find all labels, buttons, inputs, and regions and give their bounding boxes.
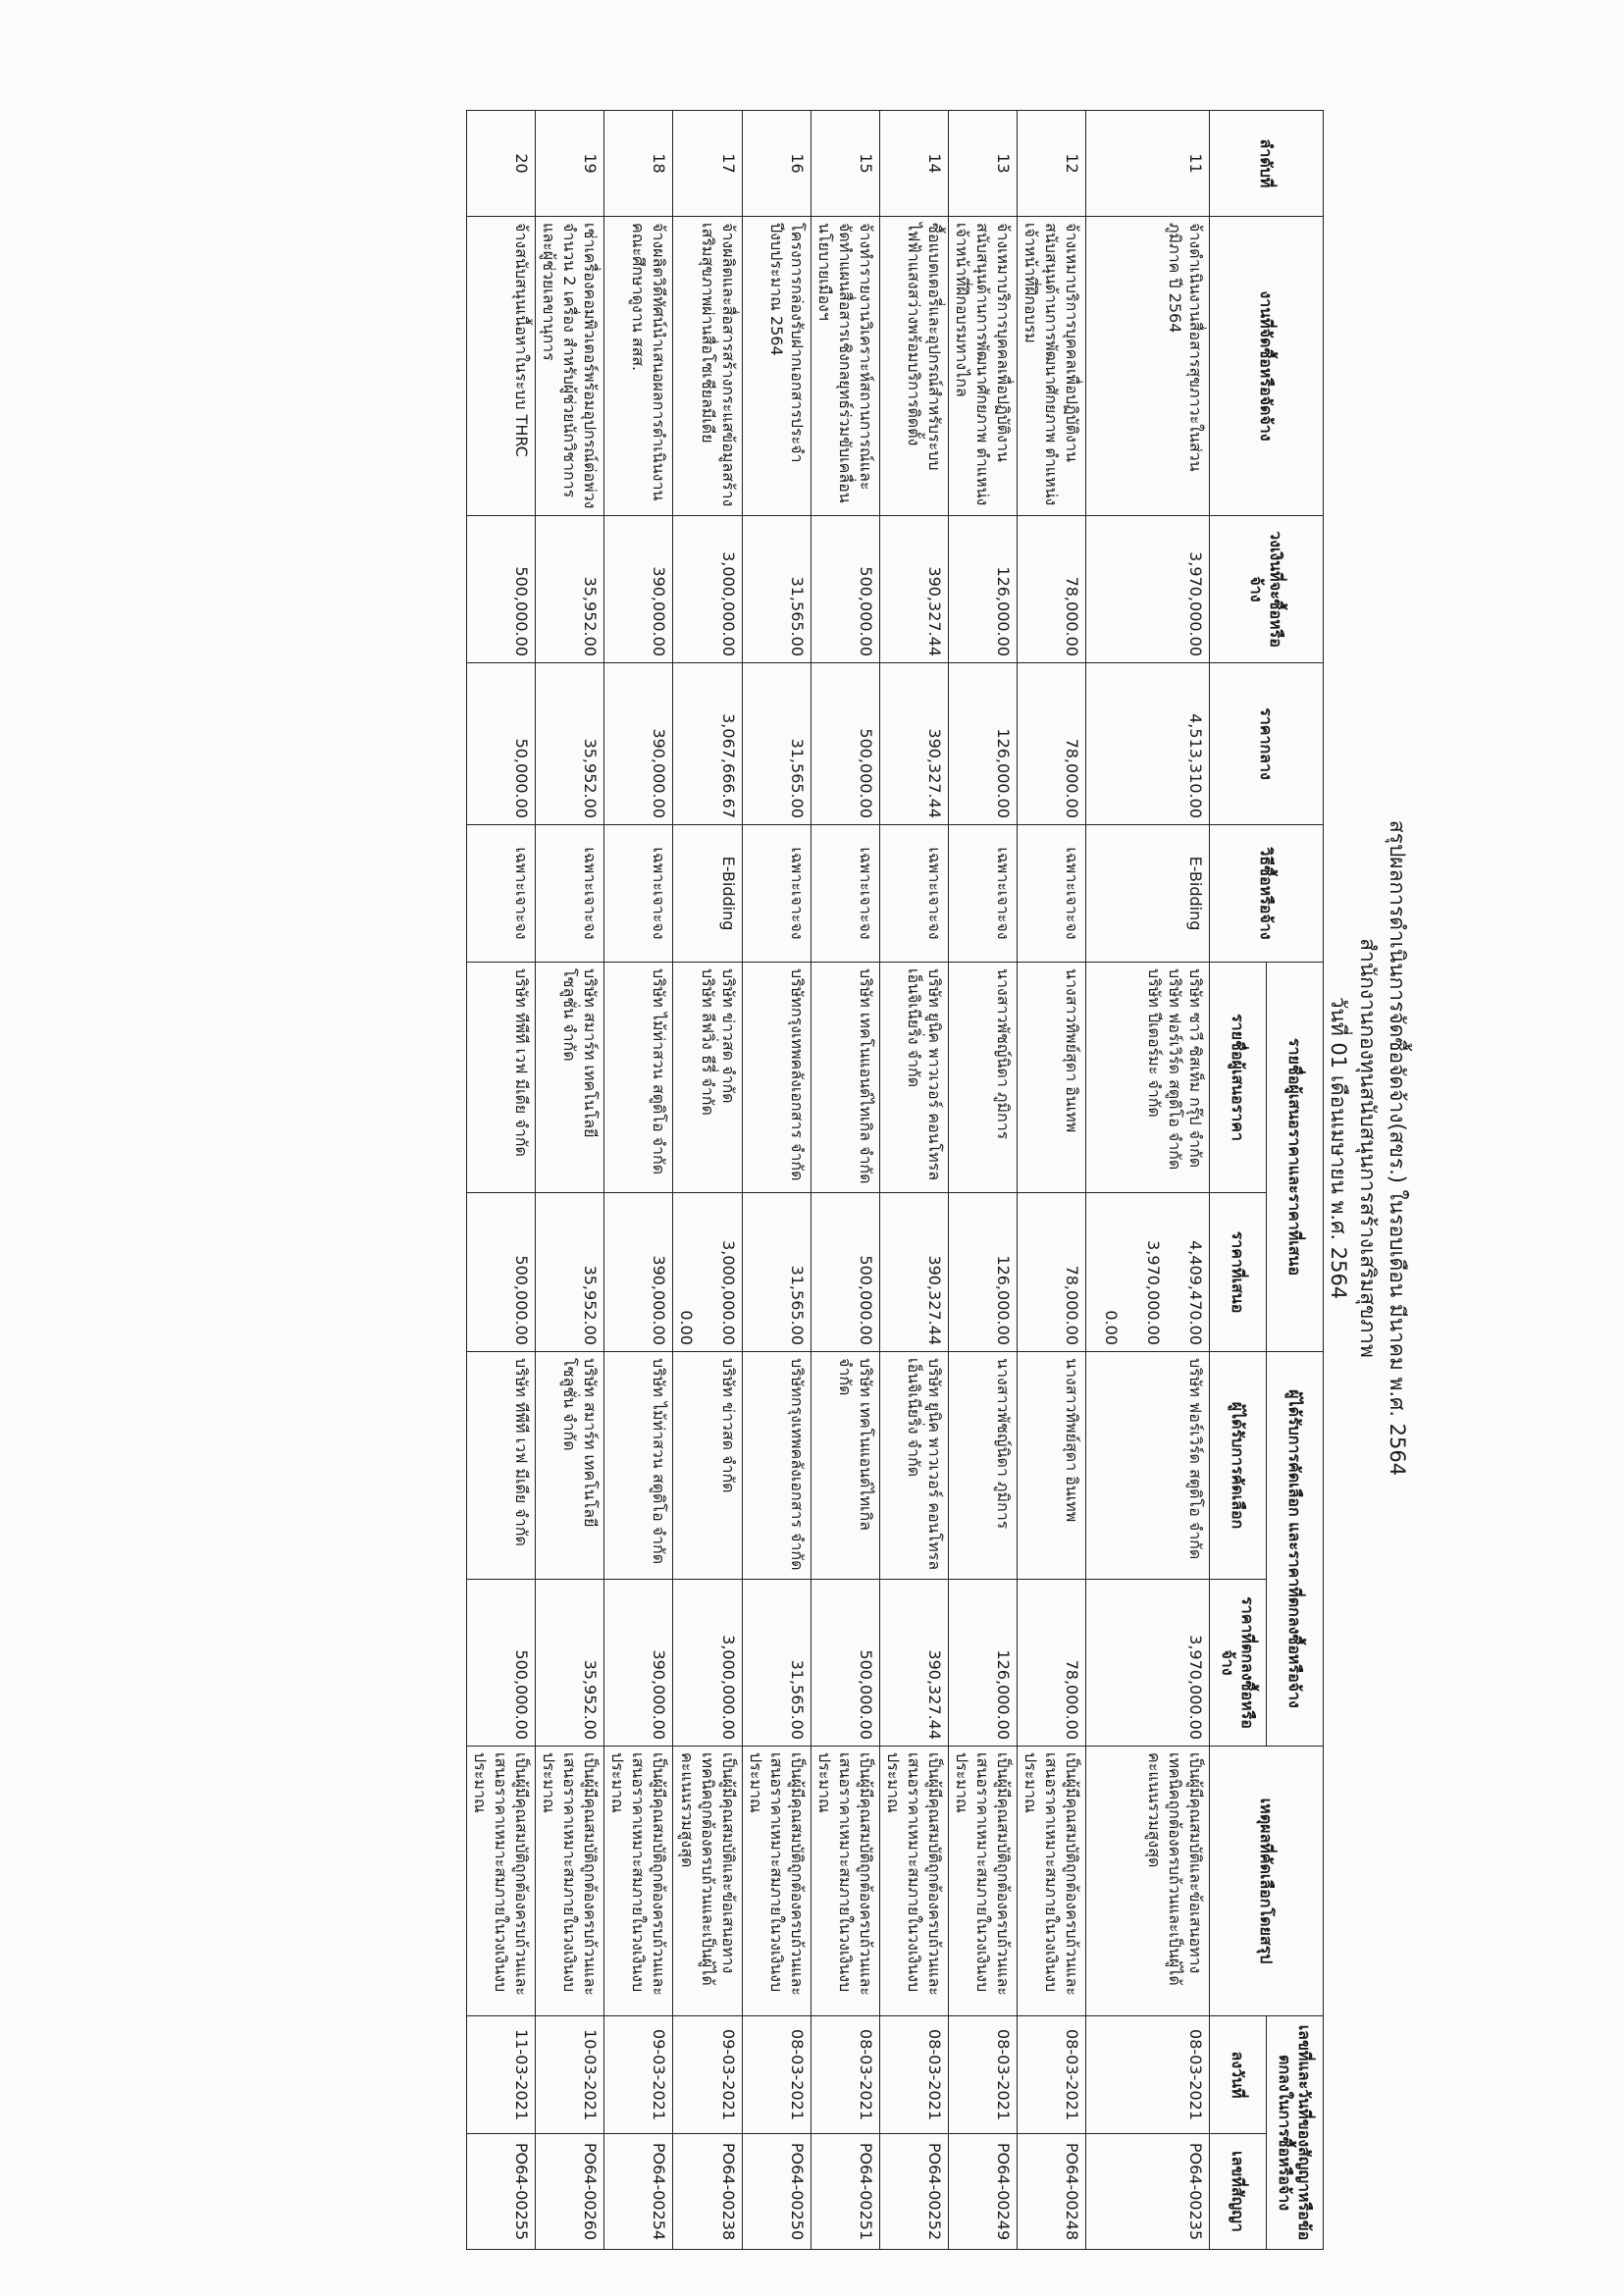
offerer-name: บริษัทกรุงเทพคลังเอกสาร จำกัด — [788, 968, 807, 1181]
offerer-name: นางสาวพัชญ์นิดา ภูมิการ — [994, 968, 1013, 1140]
selection-reason: เป็นผู้มีคุณสมบัติถูกต้องครบถ้วนและเสนอราคาเหมาะสมภายในวงเงินงบประมาณ — [1018, 1747, 1086, 2016]
work-description: จ้างทำรายงานวิเคราะห์สถานการณ์และจัดทำแผนสื่อสารเชิงกลยุทธ์ร่วมขับเคลื่อนนโยบายเมืองฯ — [812, 217, 880, 516]
offer-price: 3,000,000.00 — [719, 1240, 738, 1345]
agreed-price: 126,000.00 — [949, 1580, 1018, 1747]
offerer-name: นางสาวทิพย์สุดา อินเทพ — [1063, 968, 1081, 1133]
median-price: 50,000.00 — [467, 663, 536, 825]
row-number: 13 — [949, 111, 1018, 217]
median-price: 500,000.00 — [812, 663, 880, 825]
offer-price: 3,970,000.00 — [1144, 1240, 1163, 1345]
table-header — [1210, 111, 1324, 2250]
row-number: 20 — [467, 111, 536, 217]
header-budget: วงเงินที่จะซื้อหรือจ้าง — [1210, 516, 1324, 663]
offer-price: 35,952.00 — [581, 1265, 600, 1345]
agreed-price: 390,327.44 — [880, 1580, 949, 1747]
offerer-list — [949, 963, 1018, 1193]
offer-price: 390,327.44 — [925, 1255, 944, 1345]
budget-amount: 78,000.00 — [1018, 516, 1086, 663]
offer-price-list — [1086, 1193, 1210, 1352]
header-no: ลำดับที่ — [1210, 111, 1324, 217]
selected-vendor: บริษัท ทีพีที เวฟ มีเดีย จำกัด — [467, 1352, 536, 1580]
row-number: 15 — [812, 111, 880, 217]
selection-reason: เป็นผู้มีคุณสมบัติถูกต้องครบถ้วนและเสนอราคาเหมาะสมภายในวงเงินงบประมาณ — [604, 1747, 673, 2016]
selection-reason: เป็นผู้มีคุณสมบัติถูกต้องครบถ้วนและเสนอราคาเหมาะสมภายในวงเงินงบประมาณ — [743, 1747, 812, 2016]
budget-amount: 3,970,000.00 — [1086, 516, 1210, 663]
row-number: 18 — [604, 111, 673, 217]
median-price: 31,565.00 — [743, 663, 812, 825]
selected-vendor: นางสาวพัชญ์นิดา ภูมิการ — [949, 1352, 1018, 1580]
budget-amount: 500,000.00 — [812, 516, 880, 663]
table-row — [467, 111, 536, 2250]
offerer-name: บริษัท เทคโนแอนด์ไทเกิล จำกัด — [857, 968, 875, 1184]
header-agreed-price: ราคาที่ตกลงซื้อหรือจ้าง — [1210, 1580, 1267, 1747]
header-offer-price: ราคาที่เสนอ — [1210, 1193, 1267, 1352]
offerer-list — [604, 963, 673, 1193]
offer-price: 0.00 — [1102, 1310, 1121, 1345]
contract-date: 08-03-2021 — [880, 2016, 949, 2134]
budget-amount: 390,327.44 — [880, 516, 949, 663]
offer-price-list — [673, 1193, 743, 1352]
offer-price-list — [812, 1193, 880, 1352]
contract-number: PO64-00249 — [949, 2134, 1018, 2250]
header-median: ราคากลาง — [1210, 663, 1324, 825]
contract-number: PO64-00260 — [536, 2134, 604, 2250]
document-title — [1324, 0, 1412, 2296]
table-row — [949, 111, 1018, 2250]
work-description: โครงการกล่องรับฝากเอกสารประจำปีงบประมาณ 2564 — [743, 217, 812, 516]
selected-vendor: บริษัท ข่าวสด จำกัด — [673, 1352, 743, 1580]
offer-price-list — [536, 1193, 604, 1352]
budget-amount: 35,952.00 — [536, 516, 604, 663]
contract-number: PO64-00250 — [743, 2134, 812, 2250]
work-description: จ้างเหมาบริการบุคคลเพื่อปฏิบัติงานสนับสนุนด้านการพัฒนาศักยภาพ ตำแหน่งเจ้าหน้าที่ฝึกอบรมทางไกล — [949, 217, 1018, 516]
table-body — [467, 111, 1210, 2250]
contract-number: PO64-00248 — [1018, 2134, 1086, 2250]
agreed-price: 35,952.00 — [536, 1580, 604, 1747]
offer-price-list — [880, 1193, 949, 1352]
budget-amount: 126,000.00 — [949, 516, 1018, 663]
spacer — [1164, 1199, 1185, 1345]
offerer-name: บริษัท สมาร์ท เทคโนโลยี โซลูชั่น จำกัด — [560, 968, 600, 1138]
title-line-2: สำนักงานกองทุนสนับสนุนการสร้างเสริมสุขภาพ — [1356, 938, 1380, 1358]
procurement-method: เฉพาะเจาะจง — [1018, 825, 1086, 963]
table-row — [1018, 111, 1086, 2250]
spacer — [697, 1199, 718, 1345]
header-work: งานที่จัดซื้อหรือจัดจ้าง — [1210, 217, 1324, 516]
header-contract-group: เลขที่และวันที่ของสัญญาหรือข้อตกลงในการซื้อหรือจ้าง — [1267, 2016, 1324, 2250]
median-price: 78,000.00 — [1018, 663, 1086, 825]
header-date: ลงวันที่ — [1210, 2016, 1267, 2134]
contract-number: PO64-00255 — [467, 2134, 536, 2250]
procurement-method: E-Bidding — [1086, 825, 1210, 963]
selection-reason: เป็นผู้มีคุณสมบัติถูกต้องครบถ้วนและเสนอราคาเหมาะสมภายในวงเงินงบประมาณ — [949, 1747, 1018, 2016]
contract-date: 08-03-2021 — [743, 2016, 812, 2134]
row-number: 12 — [1018, 111, 1086, 217]
header-selected-group: ผู้ได้รับการคัดเลือก และราคาที่ตกลงซื้อหรือจ้าง — [1267, 1352, 1324, 1747]
offerer-name: บริษัท ยูนิค พาวเวอร์ คอนโทรล เอ็นจิเนียริ่ง จำกัด — [905, 968, 944, 1181]
table-row — [880, 111, 949, 2250]
contract-date: 08-03-2021 — [1086, 2016, 1210, 2134]
offerer-list — [673, 963, 743, 1193]
selected-vendor: บริษัท ไม้ท่าสวน สตูดิโอ จำกัด — [604, 1352, 673, 1580]
procurement-method: เฉพาะเจาะจง — [467, 825, 536, 963]
median-price: 35,952.00 — [536, 663, 604, 825]
offerer-name: บริษัท ข่าวสด จำกัด — [719, 968, 738, 1104]
budget-amount: 3,000,000.00 — [673, 516, 743, 663]
row-number: 16 — [743, 111, 812, 217]
contract-number: PO64-00252 — [880, 2134, 949, 2250]
agreed-price: 3,970,000.00 — [1086, 1580, 1210, 1747]
work-description: ซื้อแบตเตอรี่และอุปกรณ์สำหรับระบบไฟฟ้าแสงสว่างพร้อมบริการติดตั้ง — [880, 217, 949, 516]
offerer-list — [1086, 963, 1210, 1193]
contract-number: PO64-00238 — [673, 2134, 743, 2250]
header-offer-group: รายชื่อผู้เสนอราคาและราคาที่เสนอ — [1267, 963, 1324, 1352]
row-number: 19 — [536, 111, 604, 217]
offer-price: 31,565.00 — [788, 1265, 807, 1345]
contract-date: 08-03-2021 — [812, 2016, 880, 2134]
row-number: 11 — [1086, 111, 1210, 217]
selection-reason: เป็นผู้มีคุณสมบัติและข้อเสนอทางเทคนิคถูกต้องครบถ้วนและเป็นผู้ได้คะแนนรวมสูงสุด — [1086, 1747, 1210, 2016]
offerer-name: บริษัท ปีเตอร์มะ จำกัด — [1145, 968, 1164, 1118]
table-row — [743, 111, 812, 2250]
budget-amount: 390,000.00 — [604, 516, 673, 663]
offer-price: 4,409,470.00 — [1186, 1240, 1205, 1345]
contract-date: 08-03-2021 — [949, 2016, 1018, 2134]
header-method: วิธีซื้อหรือจ้าง — [1210, 825, 1324, 963]
contract-number: PO64-00254 — [604, 2134, 673, 2250]
median-price: 3,067,666.67 — [673, 663, 743, 825]
procurement-method: E-Bidding — [673, 825, 743, 963]
offer-price-list — [949, 1193, 1018, 1352]
selected-vendor: บริษัท ฟอร์เวิร์ด สตูดิโอ จำกัด — [1086, 1352, 1210, 1580]
offer-price: 0.00 — [677, 1310, 696, 1345]
contract-date: 09-03-2021 — [604, 2016, 673, 2134]
row-number: 17 — [673, 111, 743, 217]
median-price: 390,000.00 — [604, 663, 673, 825]
procurement-method: เฉพาะเจาะจง — [536, 825, 604, 963]
procurement-table — [466, 110, 1324, 2250]
offer-price: 500,000.00 — [512, 1255, 531, 1345]
table-row — [1086, 111, 1210, 2250]
contract-date: 08-03-2021 — [1018, 2016, 1086, 2134]
selected-vendor: นางสาวทิพย์สุดา อินเทพ — [1018, 1352, 1086, 1580]
median-price: 126,000.00 — [949, 663, 1018, 825]
offerer-list — [536, 963, 604, 1193]
header-reason: เหตุผลที่คัดเลือกโดยสรุป — [1210, 1747, 1324, 2016]
offerer-name: บริษัท ซาวี ซิสเท็ม กรุ๊ป จำกัด — [1186, 968, 1205, 1169]
offerer-list — [743, 963, 812, 1193]
budget-amount: 31,565.00 — [743, 516, 812, 663]
median-price: 390,327.44 — [880, 663, 949, 825]
work-description: จ้างดำเนินงานสื่อสารสุขภาวะในส่วนภูมิภาค ปี 2564 — [1086, 217, 1210, 516]
selected-vendor: บริษัท เทคโนแอนด์ไทเกิล จำกัด — [812, 1352, 880, 1580]
agreed-price: 500,000.00 — [812, 1580, 880, 1747]
offerer-name: บริษัท ลีฟวิ่ง ธีรี่ จำกัด — [699, 968, 717, 1116]
selection-reason: เป็นผู้มีคุณสมบัติถูกต้องครบถ้วนและเสนอราคาเหมาะสมภายในวงเงินงบประมาณ — [536, 1747, 604, 2016]
offer-price-list — [604, 1193, 673, 1352]
offer-price-list — [467, 1193, 536, 1352]
work-description: จ้างสนับสนุนเนื้อหาในระบบ THRC — [467, 217, 536, 516]
offer-price-list — [743, 1193, 812, 1352]
selection-reason: เป็นผู้มีคุณสมบัติและข้อเสนอทางเทคนิคถูกต้องครบถ้วนและเป็นผู้ได้คะแนนรวมสูงสุด — [673, 1747, 743, 2016]
procurement-method: เฉพาะเจาะจง — [604, 825, 673, 963]
offerer-list — [1018, 963, 1086, 1193]
contract-date: 11-03-2021 — [467, 2016, 536, 2134]
contract-date: 09-03-2021 — [673, 2016, 743, 2134]
agreed-price: 78,000.00 — [1018, 1580, 1086, 1747]
procurement-method: เฉพาะเจาะจง — [812, 825, 880, 963]
offerer-list — [467, 963, 536, 1193]
header-offerer: รายชื่อผู้เสนอราคา — [1210, 963, 1267, 1193]
selected-vendor: บริษัท สมาร์ท เทคโนโลยี โซลูชั่น จำกัด — [536, 1352, 604, 1580]
selected-vendor: บริษัท ยูนิค พาวเวอร์ คอนโทรล เอ็นจิเนียริ่ง จำกัด — [880, 1352, 949, 1580]
offerer-list — [880, 963, 949, 1193]
work-description: จ้างผลิตและสื่อสารสร้างกระแสข้อมูลสร้างเสริมสุขภาพผ่านสื่อโซเชียลมีเดีย — [673, 217, 743, 516]
procurement-method: เฉพาะเจาะจง — [743, 825, 812, 963]
agreed-price: 390,000.00 — [604, 1580, 673, 1747]
work-description: จ้างเหมาบริการบุคคลเพื่อปฏิบัติงานสนับสนุนด้านการพัฒนาศักยภาพ ตำแหน่งเจ้าหน้าที่ฝึกอบรม — [1018, 217, 1086, 516]
contract-date: 10-03-2021 — [536, 2016, 604, 2134]
contract-number: PO64-00251 — [812, 2134, 880, 2250]
selection-reason: เป็นผู้มีคุณสมบัติถูกต้องครบถ้วนและเสนอราคาเหมาะสมภายในวงเงินงบประมาณ — [812, 1747, 880, 2016]
title-line-1: สรุปผลการดำเนินการจัดซื้อจัดจ้าง(สขร.) ในรอบเดือน มีนาคม พ.ศ. 2564 — [1386, 819, 1409, 1477]
offerer-list — [812, 963, 880, 1193]
row-number: 14 — [880, 111, 949, 217]
offer-price: 78,000.00 — [1063, 1265, 1081, 1345]
offer-price: 126,000.00 — [994, 1255, 1013, 1345]
offer-price: 390,000.00 — [650, 1255, 668, 1345]
spacer — [1122, 1199, 1143, 1345]
procurement-method: เฉพาะเจาะจง — [880, 825, 949, 963]
offer-price: 500,000.00 — [857, 1255, 875, 1345]
table-row — [812, 111, 880, 2250]
agreed-price: 500,000.00 — [467, 1580, 536, 1747]
budget-amount: 500,000.00 — [467, 516, 536, 663]
work-description: เช่าเครื่องคอมพิวเตอร์พร้อมอุปกรณ์ต่อพ่วง จำนวน 2 เครื่อง สำหรับผู้ช่วยนักวิชาการและผู้ช่วยเลขานุการ — [536, 217, 604, 516]
header-selected: ผู้ได้รับการคัดเลือก — [1210, 1352, 1267, 1580]
table-row — [604, 111, 673, 2250]
selection-reason: เป็นผู้มีคุณสมบัติถูกต้องครบถ้วนและเสนอราคาเหมาะสมภายในวงเงินงบประมาณ — [880, 1747, 949, 2016]
work-description: จ้างผลิตวิดีทัศน์นำเสนอผลการดำเนินงานคณะศึกษาดูงาน สสส. — [604, 217, 673, 516]
offerer-name: บริษัท ฟอร์เวิร์ด สตูดิโอ จำกัด — [1166, 968, 1184, 1171]
title-line-3: วันที่ 01 เดือนเมษายน พ.ศ. 2564 — [1327, 996, 1350, 1300]
selected-vendor: บริษัทกรุงเทพคลังเอกสาร จำกัด — [743, 1352, 812, 1580]
agreed-price: 31,565.00 — [743, 1580, 812, 1747]
offerer-name: บริษัท ทีพีที เวฟ มีเดีย จำกัด — [512, 968, 531, 1157]
offerer-name: บริษัท ไม้ท่าสวน สตูดิโอ จำกัด — [650, 968, 668, 1175]
median-price: 4,513,310.00 — [1086, 663, 1210, 825]
contract-number: PO64-00235 — [1086, 2134, 1210, 2250]
offer-price-list — [1018, 1193, 1086, 1352]
table-row — [536, 111, 604, 2250]
agreed-price: 3,000,000.00 — [673, 1580, 743, 1747]
selection-reason: เป็นผู้มีคุณสมบัติถูกต้องครบถ้วนและเสนอราคาเหมาะสมภายในวงเงินงบประมาณ — [467, 1747, 536, 2016]
table-row — [673, 111, 743, 2250]
procurement-method: เฉพาะเจาะจง — [949, 825, 1018, 963]
header-contract-no: เลขที่สัญญา — [1210, 2134, 1267, 2250]
